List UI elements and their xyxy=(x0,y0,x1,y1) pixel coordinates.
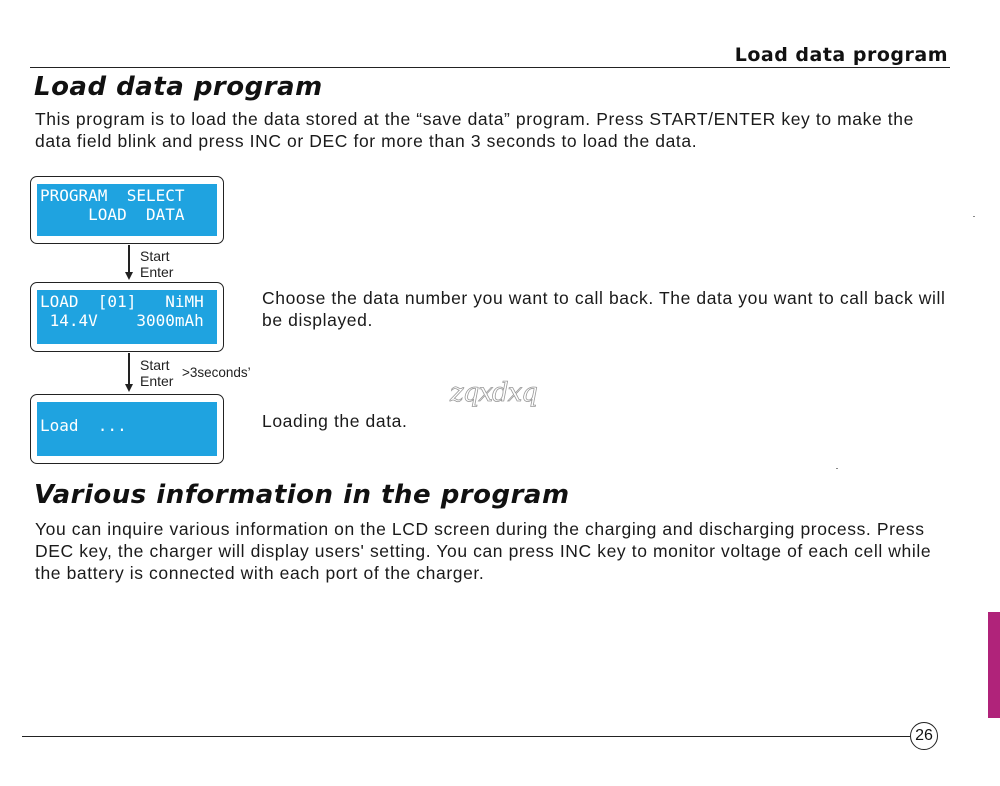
section-paragraph-various-info: You can inquire various information on the LCD screen during the charging and discharging process. Press DEC key, the charger will display users' setting. You can press INC key to monitor voltage of each cell while the battery is connected with each port of the charger. xyxy=(35,519,932,583)
page-header-title: Load data program xyxy=(734,44,948,66)
section-heading-various-info: Various information in the program xyxy=(34,480,570,510)
step-label-line: Start xyxy=(140,248,170,264)
lcd-screen xyxy=(37,402,217,456)
header-divider xyxy=(30,67,950,68)
footer-divider xyxy=(22,736,910,737)
print-speck xyxy=(973,216,975,217)
lcd-display-load-slot xyxy=(30,282,224,352)
watermark: zqxdxq xyxy=(450,378,537,408)
lcd-screen xyxy=(37,184,217,236)
step-label-line: Start xyxy=(140,357,170,373)
flow-arrow-line xyxy=(128,245,130,273)
lcd-line: LOAD [01] NiMH xyxy=(40,292,204,311)
flow-arrow-line xyxy=(128,353,130,385)
step-label-start-enter-hold xyxy=(140,357,173,389)
step-label-line: Enter xyxy=(140,373,174,389)
arrow-down-icon xyxy=(125,272,133,280)
lcd-display-loading xyxy=(30,394,224,464)
lcd-line: Load ... xyxy=(40,416,127,435)
step-description-choose: Choose the data number you want to call back. The data you want to call back will be displayed. xyxy=(262,288,946,330)
lcd-display-program-select xyxy=(30,176,224,244)
lcd-line: LOAD DATA xyxy=(40,205,185,224)
step-label-start-enter xyxy=(140,248,173,280)
step-label-line: Enter xyxy=(140,264,174,280)
step-note-duration: >3seconds’ xyxy=(182,365,251,380)
print-speck xyxy=(836,468,838,469)
step-description-loading: Loading the data. xyxy=(262,411,408,431)
lcd-screen xyxy=(37,290,217,344)
section-paragraph-load-data: This program is to load the data stored at the “save data” program. Press START/ENTER key to make the data field blink and press INC or DEC for more than 3 seconds to load the data. xyxy=(35,109,914,151)
page-number-badge: 26 xyxy=(910,722,938,750)
lcd-line: PROGRAM SELECT xyxy=(40,186,185,205)
lcd-line: 14.4V 3000mAh xyxy=(40,311,204,330)
arrow-down-icon xyxy=(125,384,133,392)
section-heading-load-data: Load data program xyxy=(34,72,323,102)
chapter-side-tab xyxy=(988,612,1000,718)
